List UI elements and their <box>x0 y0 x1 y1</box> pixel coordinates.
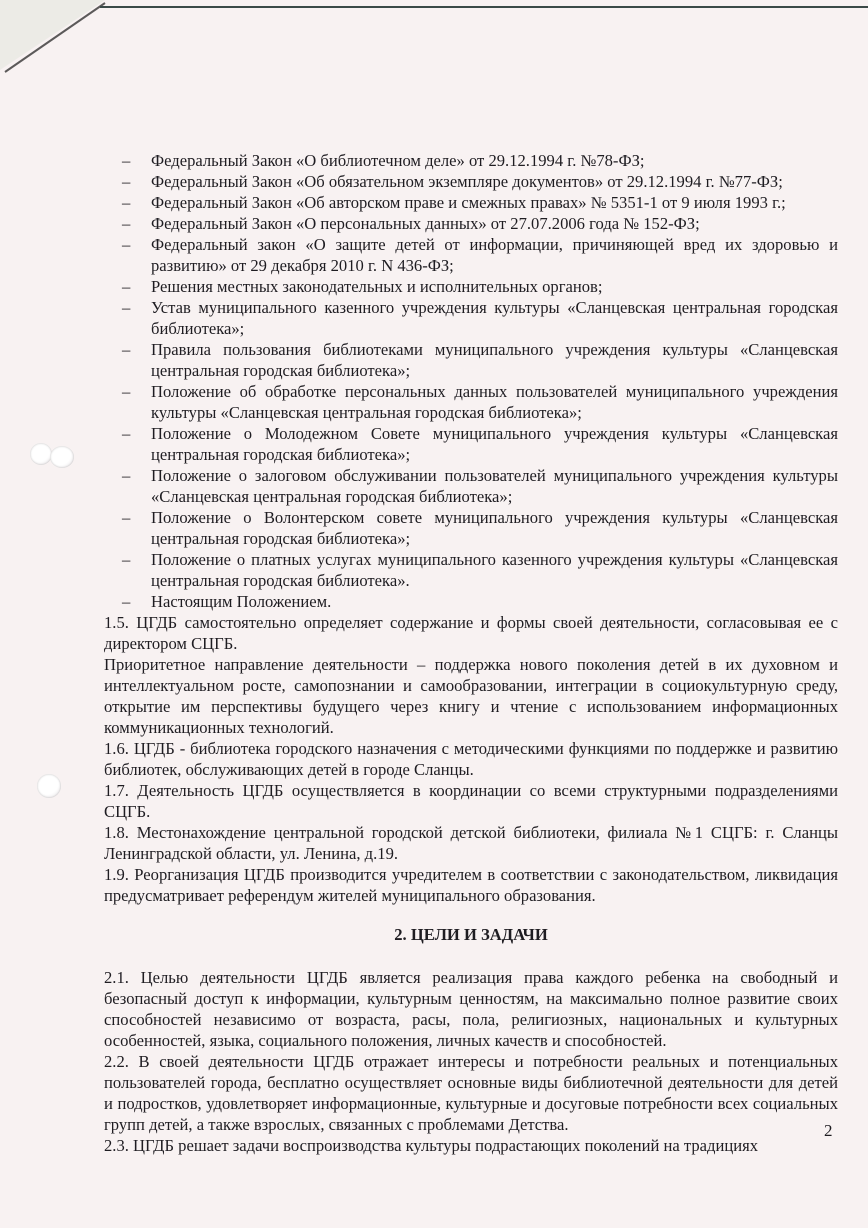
punch-hole <box>50 446 74 468</box>
list-item: – Федеральный Закон «О персональных данных» от 27.07.2006 года № 152-ФЗ; <box>122 214 700 233</box>
section-2-paragraphs <box>104 967 838 1156</box>
bullet-dash: – <box>122 193 131 212</box>
list-item: – Настоящим Положением. <box>122 592 332 611</box>
section-1-paragraphs <box>104 612 838 906</box>
paragraph-2-2: 2.2. В своей деятельности ЦГДБ отражает интересы и потребности реальных и потенциальных пользователей города, бесплатно осуществляет основные виды библиотечной деятельности для детей и подростков, удовлетворяет информационные, культурные и досуговые потребности всех социальных групп детей, а также взрослых, связанных с проблемами Детства. <box>104 1052 838 1134</box>
page-number: 2 <box>824 1121 833 1140</box>
paragraph-1-6: 1.6. ЦГДБ - библиотека городского назначения с методическими функциями по поддержке и развитию библиотек, обслуживающих детей в городе Сланцы. <box>104 739 838 779</box>
section-heading: 2. ЦЕЛИ И ЗАДАЧИ <box>394 925 548 944</box>
punch-hole <box>37 774 61 798</box>
bullet-dash: – <box>122 424 131 443</box>
paragraph-2-3: 2.3. ЦГДБ решает задачи воспроизводства культуры подрастающих поколений на традициях <box>104 1136 759 1155</box>
bullet-dash: – <box>122 151 131 170</box>
bullet-dash: – <box>122 298 131 317</box>
bullet-dash: – <box>122 466 131 485</box>
bullet-dash: – <box>122 277 131 296</box>
bullet-dash: – <box>122 172 131 191</box>
list-item: – Федеральный закон «О защите детей от информации, причиняющей вред их здоровью и развитию» от 29 декабря 2010 г. N 436-ФЗ; <box>122 235 838 275</box>
paragraph-1-8: 1.8. Местонахождение центральной городской детской библиотеки, филиала №1 СЦГБ: г. Сланцы Ленинградской области, ул. Ленина, д.19. <box>104 823 838 863</box>
list-item: – Федеральный Закон «Об авторском праве и смежных правах» № 5351-1 от 9 июля 1993 г.; <box>122 193 786 212</box>
list-item: – Устав муниципального казенного учреждения культуры «Сланцевская центральная городская библиотека»; <box>122 298 838 338</box>
bullet-dash: – <box>122 214 131 233</box>
bullet-dash: – <box>122 340 131 359</box>
list-item: – Положение об обработке персональных данных пользователей муниципального учреждения культуры «Сланцевская центральная городская библиотека»; <box>122 382 838 422</box>
list-item: – Федеральный Закон «Об обязательном экземпляре документов» от 29.12.1994 г. №77-ФЗ; <box>122 172 783 191</box>
list-item: – Федеральный Закон «О библиотечном деле» от 29.12.1994 г. №78-ФЗ; <box>122 151 645 170</box>
list-item: – Положение о платных услугах муниципального казенного учреждения культуры «Сланцевская центральная городская библиотека». <box>122 550 838 590</box>
scan-edge <box>100 6 868 8</box>
bullet-dash: – <box>122 508 131 527</box>
paragraph-priority: Приоритетное направление деятельности – поддержка нового поколения детей в их духовном и интеллектуальном росте, самопознании и самообразовании, интеграции в социокультурную среду, открытие им перспективы будущего через книгу и чтение с использованием информационных коммуникационных технологий. <box>104 655 838 737</box>
paragraph-2-1: 2.1. Целью деятельности ЦГДБ является реализация права каждого ребенка на свободный и безопасный доступ к информации, культурным ценностям, на максимально полное развитие своих способностей независимо от возраста, расы, пола, религиозных, национальных и культурных особенностей, языка, социального положения, личных качеств и способностей. <box>104 968 838 1050</box>
document-body <box>104 150 838 1156</box>
paragraph-1-7: 1.7. Деятельность ЦГДБ осуществляется в координации со всеми структурными подразделениями СЦГБ. <box>104 781 838 821</box>
bullet-dash: – <box>122 235 131 254</box>
paragraph-1-5: 1.5. ЦГДБ самостоятельно определяет содержание и формы своей деятельности, согласовывая ее с директором СЦГБ. <box>104 613 838 653</box>
bullet-dash: – <box>122 550 131 569</box>
paragraph-1-9: 1.9. Реорганизация ЦГДБ производится учредителем в соответствии с законодательством, ликвидация предусматривает референдум жителей муниципального образования. <box>104 865 838 905</box>
list-item: – Положение о Волонтерском совете муниципального учреждения культуры «Сланцевская центральная городская библиотека»; <box>122 508 838 548</box>
list-item: – Решения местных законодательных и исполнительных органов; <box>122 277 603 296</box>
legal-basis-list <box>104 150 838 612</box>
list-item: – Правила пользования библиотеками муниципального учреждения культуры «Сланцевская центральная городская библиотека»; <box>122 340 838 380</box>
list-item: – Положение о залоговом обслуживании пользователей муниципального учреждения культуры «Сланцевская центральная городская библиотека»; <box>122 466 838 506</box>
list-item: – Положение о Молодежном Совете муниципального учреждения культуры «Сланцевская центральная городская библиотека»; <box>122 424 838 464</box>
bullet-dash: – <box>122 382 131 401</box>
folded-corner <box>0 0 120 80</box>
bullet-dash: – <box>122 592 131 611</box>
punch-hole <box>30 443 52 465</box>
